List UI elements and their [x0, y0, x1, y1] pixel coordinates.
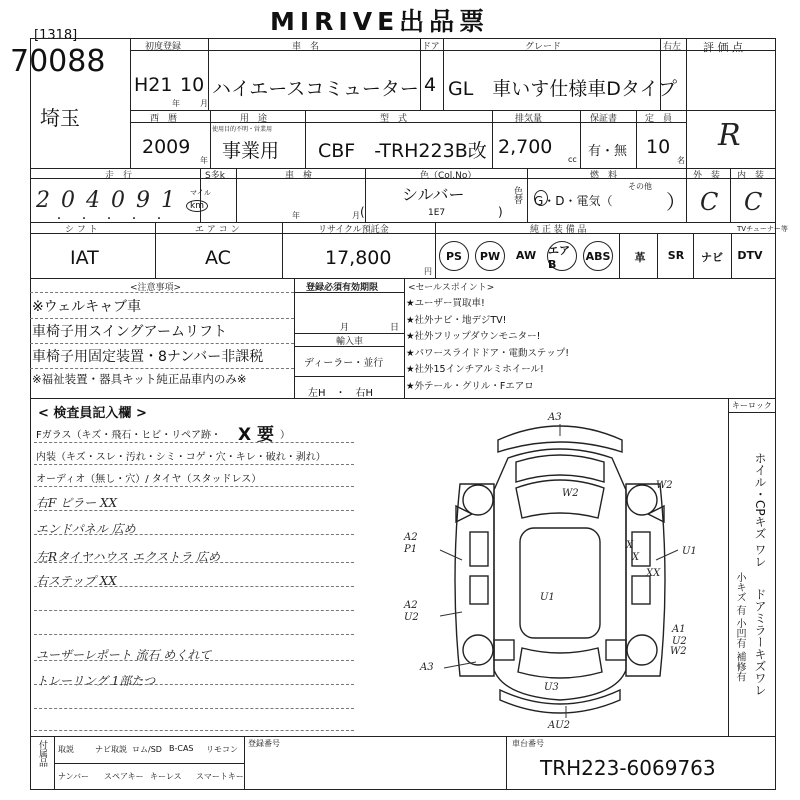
chassis-number: TRH223-6069763: [540, 756, 716, 780]
label-warranty: 保証書: [590, 114, 618, 124]
sales-point: ★社外ナビ・地デジTV!: [406, 314, 507, 326]
label-inspection: 車 検: [285, 171, 313, 181]
km-unit: km: [186, 200, 208, 212]
note-handwritten-5: ユーザーレポート 流石 めくれて: [36, 648, 212, 662]
form-title: MIRIVE出品票: [270, 7, 490, 36]
glass-line: Fガラス（キズ・飛石・ヒビ・リペア跡・: [36, 430, 222, 441]
inspector-header: < 検査員記入欄 >: [38, 406, 147, 421]
shift: IAT: [70, 247, 99, 269]
mark-left-rear-u: U2: [404, 612, 419, 623]
label-fuel: 燃 料: [590, 171, 618, 181]
mirror-note: ドアミラーキズワレ: [753, 588, 767, 696]
interior-grade: C: [744, 188, 763, 216]
mileage-digit: 4: [86, 188, 100, 213]
equipment-item: PW: [475, 241, 505, 271]
note-line: ※福祉装置・器具キット純正品車内のみ※: [32, 372, 247, 386]
mark-hood: W2: [562, 488, 579, 499]
mark-rear-window: U3: [544, 682, 559, 693]
note-handwritten-1: 右F ピラー XX: [36, 496, 118, 510]
mark-right-u1: U1: [682, 546, 697, 557]
sales-point: ★外テール・グリル・Fエアロ: [406, 380, 534, 392]
accessory-item: ナンバー: [58, 772, 90, 781]
digit-separator: ・: [79, 214, 89, 225]
equipment-item: エアB: [547, 241, 577, 271]
equipment-item: AW: [515, 249, 537, 262]
lot-number: 70088: [10, 44, 106, 79]
mark-right-rear-w: W2: [670, 646, 687, 657]
mileage-digit: 9: [136, 188, 150, 213]
mark-right-x2: X: [632, 552, 640, 563]
mark-roof: U1: [540, 592, 555, 603]
steering-side: 左H ・ 右H: [308, 388, 374, 399]
doors: 4: [424, 74, 437, 96]
audio-line: オーディオ（無し・穴）/ タイヤ（スタッドレス）: [36, 474, 262, 485]
fuel-options: G・D・電気（: [534, 194, 613, 208]
accessory-item: キーレス: [150, 772, 182, 781]
label-ac: エ ア コ ン: [195, 225, 240, 235]
label-interior: 内 装: [737, 171, 765, 181]
accessory-item: ナビ取説: [95, 745, 127, 754]
era-unit: 年: [172, 99, 180, 108]
glass-mark: X 要: [238, 425, 275, 445]
label-car-name: 車 名: [292, 42, 320, 52]
mark-rear-bumper: AU2: [548, 720, 571, 731]
label-displacement: 排気量: [515, 114, 543, 124]
sales-point: ★社外フリップダウンモニター!: [406, 331, 541, 342]
mark-left-front-a: A2: [404, 532, 418, 543]
label-year: 西 暦: [150, 114, 178, 124]
digit-separator: ・: [54, 214, 64, 225]
equipment-item: ナビ: [701, 251, 723, 264]
label-grade: グレード: [525, 42, 562, 52]
mark-left-rear-a: A2: [404, 600, 418, 611]
damage-legend: 小キズ 有 小凹有 補修有: [734, 572, 745, 682]
label-equipment: 純 正 装 備 品: [530, 225, 587, 235]
dealer-parallel: ディーラー・並行: [304, 358, 384, 369]
label-hand: 右左: [663, 42, 682, 52]
use: 事業用: [222, 140, 280, 162]
displacement: 2,700: [498, 136, 553, 158]
mark-right-xx: XX: [646, 568, 661, 579]
label-exterior: 外 装: [693, 171, 721, 181]
mark-right-front: W2: [656, 480, 673, 491]
fuel-circle-g: [534, 190, 548, 206]
label-color: 色（Col.No）: [420, 171, 477, 181]
accessory-item: B-CAS: [169, 744, 194, 753]
equipment-item: ABS: [583, 241, 613, 271]
note-handwritten-2: エンドパネル 広め: [36, 522, 136, 536]
equipment-item: 革: [634, 251, 646, 264]
note-line: 車椅子用固定装置・8ナンバー非課税: [32, 349, 264, 365]
accessory-item: リモコン: [206, 745, 238, 754]
notes-header: <注意事項>: [130, 283, 182, 293]
mark-right-rear-a: A1: [672, 624, 686, 635]
accessory-item: スペアキー: [104, 772, 144, 781]
label-capacity: 定 員: [645, 114, 673, 124]
label-use: 用 途: [240, 114, 268, 124]
mark-right-x1: X: [626, 540, 634, 551]
bracket-number: [1318]: [34, 28, 78, 43]
note-divider: [30, 343, 294, 344]
label-doors: ドア: [422, 42, 440, 52]
car-name: ハイエースコミューター: [212, 78, 419, 100]
color-mark: 色替: [512, 186, 522, 204]
mark-front-bumper: A3: [548, 412, 562, 423]
equipment-list: [435, 233, 776, 278]
mileage-digit: 0: [111, 188, 125, 213]
grade: GL 車いす仕様車Dタイプ: [448, 78, 677, 100]
equipment-divider: [731, 233, 732, 278]
note-handwritten-3: 左Rタイヤハウス エクストラ 広め: [36, 550, 220, 564]
label-smeter: S多k: [205, 171, 225, 181]
note-handwritten-4: 右ステップ XX: [36, 574, 117, 588]
note-handwritten-6: トレーリング 1部たつ: [36, 674, 156, 688]
label-shift: シ フ ト: [65, 225, 98, 235]
label-use-sub: 使用目的不明・営業用: [212, 126, 273, 133]
prefecture: 埼玉: [40, 106, 80, 130]
label-recycle: リサイクル預託金: [318, 225, 389, 235]
equipment-item: PS: [439, 241, 469, 271]
mark-right-rear-u: U2: [672, 636, 687, 647]
equipment-item: DTV: [737, 249, 763, 262]
note-divider: [30, 318, 294, 319]
sales-point: ★ユーザー買取車!: [406, 298, 485, 309]
notes-lines: [30, 296, 294, 396]
import-label: 輸入車: [336, 337, 364, 347]
digit-separator: ・: [104, 214, 114, 225]
warranty: 有・無: [588, 144, 628, 159]
rating-value: R: [718, 118, 741, 153]
equipment-divider: [619, 233, 620, 278]
note-divider: [30, 368, 294, 369]
label-model: 型 式: [380, 114, 408, 124]
color-name: シルバー: [402, 185, 465, 204]
label-tuner: TVチューナー等: [737, 225, 788, 233]
sales-point: ★社外15インチアルミホイール!: [406, 364, 544, 375]
month-unit: 月: [200, 99, 208, 108]
mark-left-rear-a3: A3: [420, 662, 434, 673]
reg-era: H21: [134, 74, 173, 96]
reg-number-label: 登録番号: [248, 739, 280, 748]
equipment-divider: [693, 233, 694, 278]
mileage-digit: 2: [36, 188, 50, 213]
mileage-digit: 1: [161, 188, 175, 213]
interior-line: 内装（キズ・スレ・汚れ・シミ・コゲ・穴・キレ・破れ・剥れ）: [36, 452, 326, 463]
equipment-item: SR: [667, 249, 685, 262]
car-diagram: [404, 400, 720, 736]
accessories-grid: [54, 736, 244, 790]
equipment-divider: [657, 233, 658, 278]
note-line: 車椅子用スイングアームリフト: [32, 324, 228, 340]
sales-points: [406, 295, 776, 395]
exterior-grade: C: [700, 188, 719, 216]
model-year: 2009: [142, 136, 191, 158]
note-line: ※ウェルキャブ車: [32, 299, 142, 315]
label-first-reg: 初度登録: [145, 42, 182, 52]
model-code: CBF -TRH223B改: [318, 140, 487, 162]
reg-month: 10: [180, 74, 205, 96]
accessory-item: 取説: [58, 745, 74, 754]
accessory-item: ロム/SD: [132, 745, 162, 754]
mileage-digit: 0: [61, 188, 75, 213]
accessories-label: 付属品: [37, 740, 47, 767]
recycle-fee: 17,800: [325, 247, 392, 269]
air-conditioner: AC: [205, 247, 231, 269]
chassis-label: 車台番号: [512, 739, 544, 748]
accessory-item: スマートキー: [196, 772, 244, 781]
digit-separator: ・: [154, 214, 164, 225]
capacity: 10: [646, 136, 671, 158]
sales-point: ★パワースライドドア・電動ステップ!: [406, 347, 570, 359]
mileage-digits: [36, 188, 186, 225]
sales-header: <セールスポイント>: [408, 283, 495, 293]
label-rating: 評 価 点: [703, 41, 743, 54]
reg-box-title: 登録必須有効期限: [306, 283, 379, 293]
mark-left-front-p: P1: [404, 544, 418, 555]
color-no: 1E7: [428, 208, 446, 218]
wheel-note: ホイル・CPキズ ワレ: [753, 452, 767, 568]
label-mileage: 走 行: [105, 171, 133, 181]
key-lock-label: キーロック: [732, 401, 772, 410]
digit-separator: ・: [129, 214, 139, 225]
